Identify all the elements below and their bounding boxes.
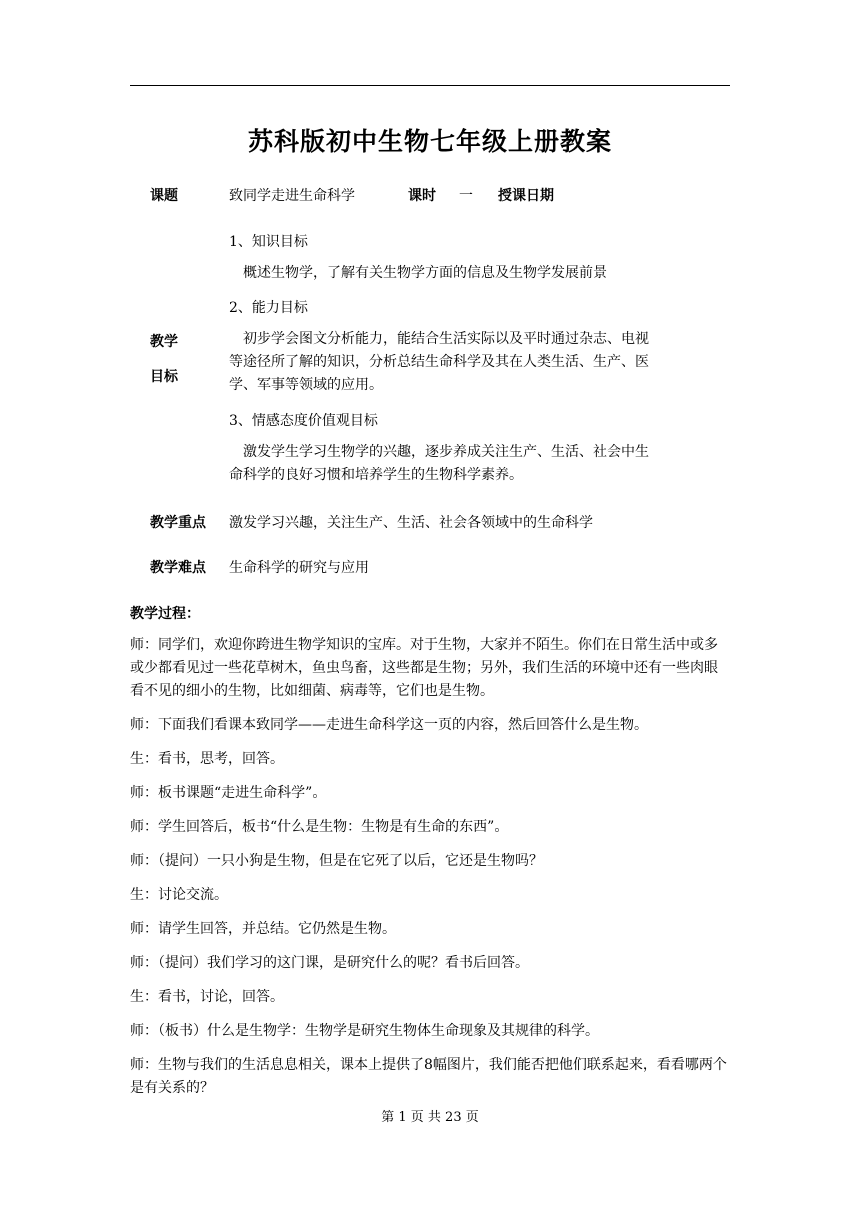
process-paragraph: 师：生物与我们的生活息息相关，课本上提供了8幅图片，我们能否把他们联系起来，看看哪两个是有关系的？: [130, 1057, 727, 1096]
goal1-text: 概述生物学，了解有关生物学方面的信息及生物学发展前景: [243, 265, 607, 281]
topic-label: 课题: [150, 188, 178, 204]
period-label: 课时: [408, 188, 436, 204]
goal2-heading: 2、能力目标: [229, 300, 308, 316]
goal3-text: 激发学生学习生物学的兴趣，逐步养成关注生产、生活、社会中生命科学的良好习惯和培养学生的生物科学素养。: [229, 444, 649, 483]
key-points-value: 激发学习兴趣，关注生产、生活、社会各领域中的生命科学: [229, 515, 593, 531]
topic-value: 致同学走进生命科学: [229, 188, 355, 204]
process-paragraph: 师：学生回答后，板书“什么是生物：生物是有生命的东西”。: [130, 819, 509, 835]
process-paragraph: 师：（板书）什么是生物学：生物学是研究生物体生命现象及其规律的科学。: [130, 1023, 599, 1039]
goals-label-line1: 教学: [150, 334, 178, 350]
process-paragraph: 师：（提问）我们学习的这门课，是研究什么的呢？看书后回答。: [130, 955, 529, 971]
process-paragraph: 师：下面我们看课本致同学——走进生命科学这一页的内容，然后回答什么是生物。: [130, 717, 648, 733]
process-paragraph: 师：（提问）一只小狗是生物，但是在它死了以后，它还是生物吗？: [130, 853, 543, 869]
document-title: 苏科版初中生物七年级上册教案: [247, 127, 612, 156]
goals-label-line2: 目标: [150, 369, 178, 385]
period-value: 一: [459, 188, 473, 204]
header-rule: [130, 85, 730, 86]
process-paragraph: 生：看书，讨论，回答。: [130, 989, 284, 1005]
process-heading: 教学过程：: [130, 606, 200, 622]
page-footer: 第 1 页 共 23 页: [381, 1110, 479, 1125]
goal3-heading: 3、情感态度价值观目标: [229, 413, 378, 429]
process-paragraph: 师：请学生回答，并总结。它仍然是生物。: [130, 921, 396, 937]
process-paragraph: 生：讨论交流。: [130, 887, 228, 903]
date-label: 授课日期: [498, 188, 554, 204]
goal2-text: 初步学会图文分析能力，能结合生活实际以及平时通过杂志、电视等途径所了解的知识，分析总结生命科学及其在人类生活、生产、医学、军事等领域的应用。: [229, 331, 649, 393]
process-paragraph: 生：看书，思考，回答。: [130, 751, 284, 767]
difficulty-label: 教学难点: [150, 560, 206, 576]
key-points-label: 教学重点: [150, 515, 206, 531]
process-paragraph: 师：板书课题“走进生命科学”。: [130, 785, 327, 801]
difficulty-value: 生命科学的研究与应用: [229, 560, 369, 576]
goal1-heading: 1、知识目标: [229, 234, 308, 250]
process-paragraph: 师：同学们，欢迎你跨进生物学知识的宝库。对于生物，大家并不陌生。你们在日常生活中或多或少都看见过一些花草树木，鱼虫鸟畜，这些都是生物；另外，我们生活的环境中还有一些肉眼看不见的细小的生物，比如细菌、病毒等，它们也是生物。: [130, 637, 718, 699]
